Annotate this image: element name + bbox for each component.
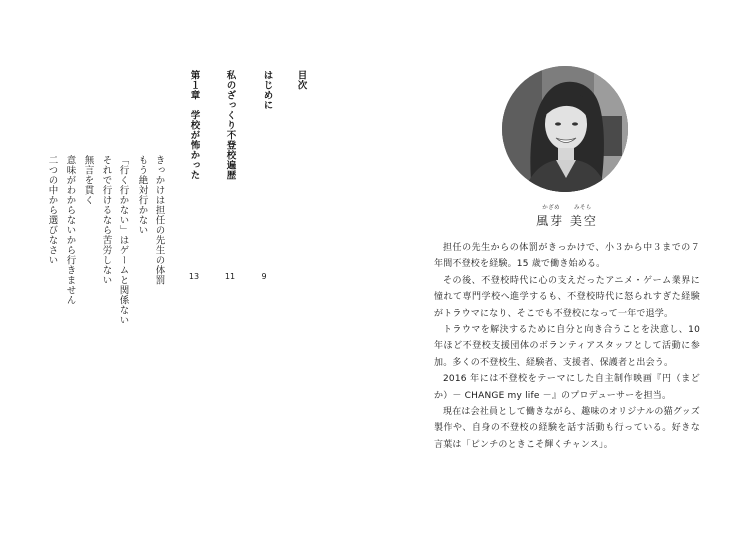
toc-entry-history: 私のざっくり不登校遍歴	[224, 70, 236, 180]
toc-entry-chapter-1: 第１章 学校が怖かった	[188, 70, 200, 180]
bio-paragraph: 2016 年には不登校をテーマにした自主制作映画『円（まどか）－ CHANGE my life －』のプロデューサーを担当。	[434, 374, 700, 401]
bio-paragraph: 担任の先生からの体罰がきっかけで、小３から中３までの７年間不登校を経験。15 歳で働き始める。	[434, 243, 700, 270]
author-name: 風芽 美空	[536, 214, 598, 228]
name-ruby-surname: かざめ	[542, 205, 560, 211]
toc-subentry: 二つの中から選びなさい	[46, 155, 58, 265]
toc-page-number: 9	[261, 272, 267, 281]
toc-subentry: それで行けるなら苦労しない	[100, 155, 112, 285]
author-name-ruby	[512, 203, 622, 211]
toc-entry-hajimeni: はじめに	[261, 70, 273, 110]
toc-page-number: 11	[224, 272, 236, 281]
toc-subentry: 無言を貫く	[82, 155, 94, 205]
author-name-block	[512, 203, 622, 229]
toc-subentry: 意味がわからないから行きません	[64, 155, 76, 305]
toc-page-number: 13	[188, 272, 200, 281]
author-biography	[434, 240, 700, 453]
toc-subentry: もう絶対行かない	[136, 155, 148, 235]
name-ruby-given: みそら	[574, 205, 592, 211]
toc-subentry: 「行く行かない」はゲームと関係ない	[117, 155, 129, 325]
author-profile-page	[372, 0, 743, 550]
toc-subentry: きっかけは担任の先生の体罰	[153, 155, 165, 285]
author-photo	[502, 66, 628, 192]
bio-paragraph: トラウマを解決するために自分と向き合うことを決意し、10 年ほど不登校支援団体のボランティアスタッフとして活動に参加。多くの不登校生、経験者、支援者、保護者と出会う。	[434, 325, 700, 368]
toc-title: 目次	[295, 70, 307, 90]
bio-paragraph: 現在は会社員として働きながら、趣味のオリジナルの猫グッズ製作や、自身の不登校の経験を話す活動も行っている。好きな言葉は「ピンチのときこそ輝くチャンス」。	[434, 407, 700, 450]
bio-paragraph: その後、不登校時代に心の支えだったアニメ・ゲーム業界に憧れて専門学校へ進学するも、不登校時代に怒られすぎた経験がトラウマになり、そこでも不登校になって一年で退学。	[434, 275, 700, 319]
